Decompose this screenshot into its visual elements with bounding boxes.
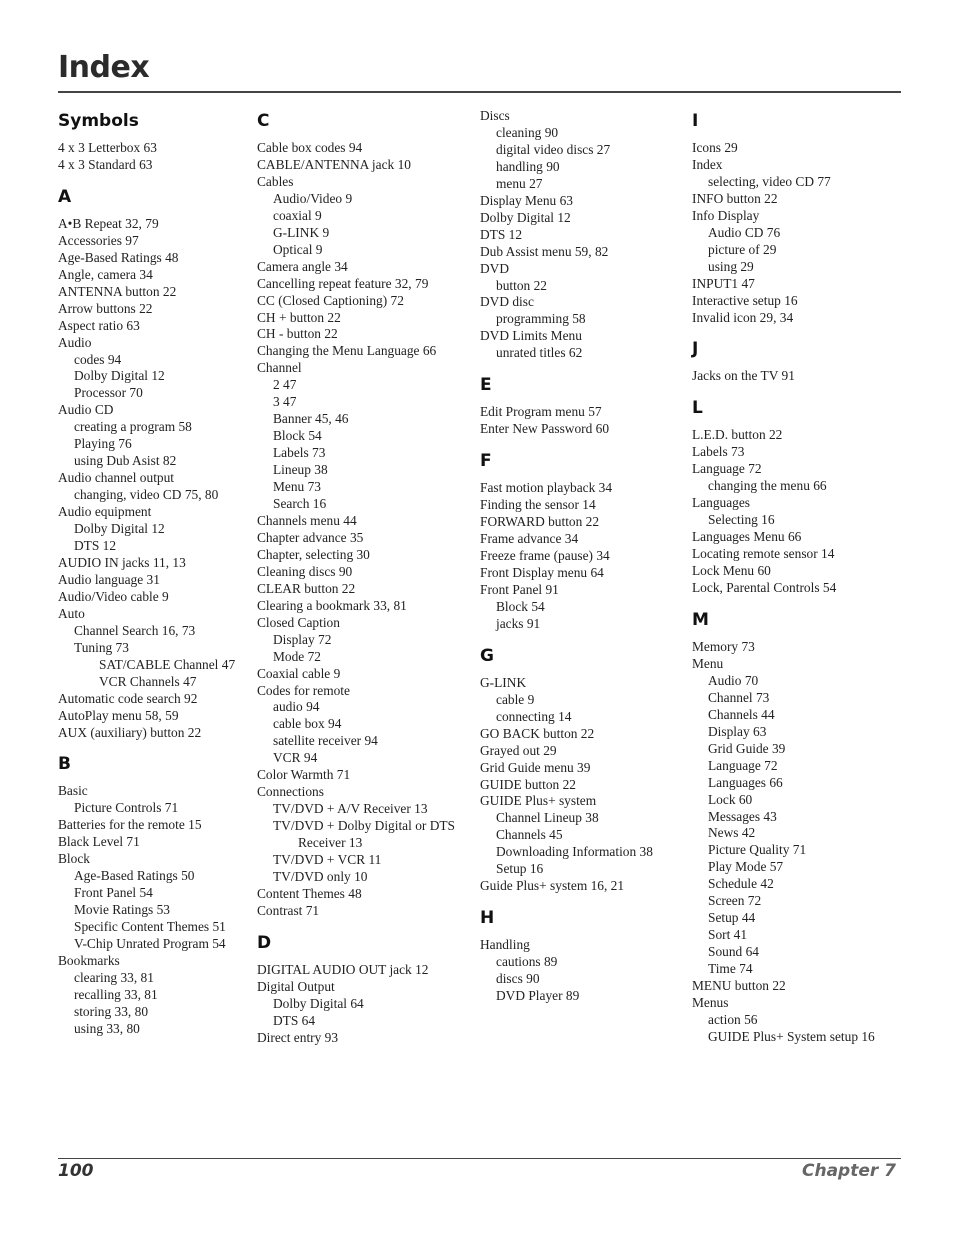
index-subentry: GUIDE Plus+ System setup 16: [708, 1028, 875, 1044]
index-column-4: [692, 108, 875, 1046]
index-entry: Automatic code search 92: [58, 690, 198, 706]
index-entry: CC (Closed Captioning) 72: [257, 292, 404, 308]
index-column-1: [58, 108, 235, 1038]
index-entry: Age-Based Ratings 48: [58, 249, 179, 265]
index-entry: AUX (auxiliary) button 22: [58, 724, 202, 740]
index-entry: DVD Limits Menu: [480, 328, 582, 344]
index-subentry: Lock 60: [708, 791, 753, 807]
index-subentry: Dolby Digital 12: [74, 521, 165, 537]
index-subentry: selecting, video CD 77: [708, 173, 831, 189]
index-subentry: recalling 33, 81: [74, 986, 158, 1002]
index-entry: Audio channel output: [58, 470, 175, 486]
index-subentry: Schedule 42: [708, 876, 774, 892]
index-entry: Clearing a bookmark 33, 81: [257, 597, 407, 613]
section-gap: [58, 174, 235, 184]
page-number: 100: [58, 1161, 94, 1181]
index-entry: 4 x 3 Standard 63: [58, 156, 153, 172]
index-subentry: action 56: [708, 1011, 758, 1027]
header-rule: [58, 91, 901, 93]
index-entry: Languages: [692, 495, 751, 511]
index-section-heading: Symbols: [58, 111, 139, 131]
index-entry: Enter New Password 60: [480, 421, 610, 437]
section-gap: [692, 326, 875, 336]
index-subentry: TV/DVD only 10: [273, 868, 368, 884]
index-entry: Fast motion playback 34: [480, 480, 613, 496]
index-entry: Chapter advance 35: [257, 529, 364, 545]
index-entry: Basic: [58, 783, 88, 799]
index-subentry: audio 94: [273, 699, 320, 715]
index-subentry: Channels 44: [708, 706, 775, 722]
index-section-heading: A: [58, 186, 72, 207]
index-entry: Icons 29: [692, 140, 738, 155]
index-entry: Dub Assist menu 59, 82: [480, 243, 609, 259]
index-subentry: Audio 70: [708, 672, 759, 688]
index-entry: Camera angle 34: [257, 258, 348, 274]
index-entry: Cleaning discs 90: [257, 563, 353, 579]
index-entry: Audio CD: [58, 402, 114, 418]
index-subentry: Audio/Video 9: [273, 190, 353, 206]
index-subentry: cautions 89: [496, 954, 558, 970]
index-entry: Changing the Menu Language 66: [257, 343, 437, 359]
index-subentry: cable 9: [496, 691, 535, 707]
index-entry: Channel: [257, 360, 302, 376]
index-entry: Direct entry 93: [257, 1029, 339, 1045]
index-entry: Index: [692, 156, 723, 172]
index-subentry: News 42: [708, 825, 756, 841]
index-subentry: V-Chip Unrated Program 54: [74, 936, 226, 952]
index-entry: Dolby Digital 12: [480, 209, 571, 225]
index-subentry: Setup 44: [708, 910, 756, 926]
section-gap: [480, 362, 653, 372]
index-entry: Labels 73: [692, 444, 745, 460]
index-entry: Front Panel 91: [480, 581, 559, 597]
index-subentry: Playing 76: [74, 436, 132, 452]
section-gap: [692, 385, 875, 395]
index-column-3: [480, 108, 653, 1005]
index-entry: Angle, camera 34: [58, 266, 153, 282]
index-subentry: changing the menu 66: [708, 478, 827, 494]
index-entry: 4 x 3 Letterbox 63: [58, 140, 157, 155]
index-subentry: Downloading Information 38: [496, 844, 653, 860]
index-entry: Channels menu 44: [257, 512, 357, 528]
index-subentry: SAT/CABLE Channel 47: [99, 656, 236, 672]
index-subentry: Picture Quality 71: [708, 842, 807, 858]
index-entry: Aspect ratio 63: [58, 317, 140, 333]
index-subentry: Channel Search 16, 73: [74, 622, 196, 638]
index-entry: Lock, Parental Controls 54: [692, 580, 837, 596]
index-entry: Guide Plus+ system 16, 21: [480, 878, 625, 894]
index-subentry: connecting 14: [496, 708, 572, 724]
index-entry: Audio equipment: [58, 504, 152, 520]
index-entry: CH + button 22: [257, 309, 341, 325]
index-section-heading: M: [692, 609, 709, 630]
index-subentry: coaxial 9: [273, 207, 322, 223]
index-subentry: Sort 41: [708, 927, 748, 943]
index-subentry: changing, video CD 75, 80: [74, 487, 219, 503]
section-gap: [257, 920, 455, 930]
section-gap: [480, 895, 653, 905]
index-subentry: programming 58: [496, 311, 586, 327]
index-subentry: Mode 72: [273, 648, 321, 664]
index-subentry: Messages 43: [708, 808, 777, 824]
index-entry: Grayed out 29: [480, 742, 557, 758]
index-subentry: Front Panel 54: [74, 885, 153, 901]
section-gap: [480, 633, 653, 643]
index-subentry: Menu 73: [273, 479, 321, 495]
index-entry: G-LINK: [480, 674, 527, 690]
index-subentry: Languages 66: [708, 774, 783, 790]
section-gap: [480, 438, 653, 448]
index-entry: Audio language 31: [58, 571, 160, 587]
index-entry: Jacks on the TV 91: [692, 368, 795, 384]
index-subentry: Audio CD 76: [708, 224, 781, 240]
index-entry: Connections: [257, 784, 324, 800]
index-entry: Digital Output: [257, 978, 335, 994]
index-subentry: using Dub Asist 82: [74, 453, 177, 469]
index-section-heading: E: [480, 375, 492, 396]
index-entry: Audio/Video cable 9: [58, 588, 169, 604]
index-subentry: Grid Guide 39: [708, 740, 786, 756]
index-subentry: jacks 91: [496, 615, 541, 631]
index-subentry: Display 72: [273, 631, 332, 647]
index-entry: Block: [58, 851, 90, 867]
index-subentry: Dolby Digital 64: [273, 995, 364, 1011]
index-entry: Coaxial cable 9: [257, 665, 341, 681]
index-entry: INFO button 22: [692, 190, 778, 206]
index-subentry: Language 72: [708, 757, 778, 773]
index-subentry: VCR Channels 47: [99, 673, 197, 689]
index-entry: Codes for remote: [257, 682, 350, 698]
index-subentry: Setup 16: [496, 861, 544, 877]
index-subentry: Optical 9: [273, 241, 323, 257]
index-subentry: cleaning 90: [496, 124, 559, 140]
index-subentry: Channels 45: [496, 827, 563, 843]
index-subentry: Block 54: [496, 598, 545, 614]
index-entry: Display Menu 63: [480, 192, 573, 208]
index-subentry: Channel 73: [708, 689, 770, 705]
index-entry: Chapter, selecting 30: [257, 546, 370, 562]
index-entry: DVD: [480, 260, 510, 276]
index-entry: Language 72: [692, 461, 762, 477]
index-entry: GUIDE Plus+ system: [480, 793, 597, 809]
index-subentry: Time 74: [708, 961, 753, 977]
index-entry: Menu: [692, 655, 724, 671]
index-entry: ANTENNA button 22: [58, 283, 177, 299]
index-entry: Locating remote sensor 14: [692, 546, 835, 562]
index-subentry: picture of 29: [708, 241, 777, 257]
index-entry: Content Themes 48: [257, 885, 362, 901]
index-entry: AUDIO IN jacks 11, 13: [58, 554, 186, 570]
index-section-heading: I: [692, 111, 699, 131]
index-entry: Languages Menu 66: [692, 529, 802, 545]
index-entry: Finding the sensor 14: [480, 497, 596, 513]
index-subentry: storing 33, 80: [74, 1003, 149, 1019]
index-entry: Contrast 71: [257, 902, 320, 918]
index-entry: A•B Repeat 32, 79: [58, 215, 159, 231]
index-entry: L.E.D. button 22: [692, 427, 783, 443]
index-entry: GO BACK button 22: [480, 725, 595, 741]
index-entry: Frame advance 34: [480, 531, 579, 547]
index-entry: DVD disc: [480, 294, 534, 310]
index-subentry: using 29: [708, 258, 754, 274]
index-entry: CLEAR button 22: [257, 580, 356, 596]
index-subentry: VCR 94: [273, 750, 318, 766]
index-subentry: Screen 72: [708, 893, 762, 909]
index-entry: FORWARD button 22: [480, 514, 600, 530]
index-entry: Menus: [692, 994, 729, 1010]
index-entry: Color Warmth 71: [257, 767, 351, 783]
index-subentry: handling 90: [496, 158, 560, 174]
index-subentry: Movie Ratings 53: [74, 902, 170, 918]
index-section-heading: D: [257, 932, 272, 953]
index-entry: Auto: [58, 605, 85, 621]
index-subentry: Age-Based Ratings 50: [74, 868, 195, 884]
index-subentry: Processor 70: [74, 385, 143, 401]
index-section-heading: J: [692, 339, 699, 360]
index-entry: Batteries for the remote 15: [58, 817, 202, 833]
index-subentry: Channel Lineup 38: [496, 810, 599, 826]
index-subentry: cable box 94: [273, 716, 342, 732]
index-subentry: TV/DVD + VCR 11: [273, 852, 382, 868]
index-subentry: DTS 64: [273, 1012, 316, 1028]
index-entry: Freeze frame (pause) 34: [480, 548, 610, 564]
index-subentry: codes 94: [74, 351, 122, 367]
index-entry: Handling: [480, 937, 530, 953]
index-entry: CABLE/ANTENNA jack 10: [257, 156, 411, 172]
footer-rule: [58, 1158, 901, 1159]
index-entry: Accessories 97: [58, 232, 139, 248]
index-subentry: Specific Content Themes 51: [74, 919, 226, 935]
index-entry: Black Level 71: [58, 834, 140, 850]
index-subentry: menu 27: [496, 175, 543, 191]
index-entry: Cancelling repeat feature 32, 79: [257, 275, 429, 291]
index-subentry: clearing 33, 81: [74, 969, 154, 985]
index-subentry: Search 16: [273, 496, 327, 512]
index-subentry: creating a program 58: [74, 419, 192, 435]
index-entry: MENU button 22: [692, 978, 786, 994]
index-entry: Invalid icon 29, 34: [692, 309, 794, 325]
index-entry: Discs: [480, 108, 510, 123]
index-entry: Edit Program menu 57: [480, 404, 602, 420]
index-subentry: TV/DVD + A/V Receiver 13: [273, 801, 428, 817]
index-subentry: Play Mode 57: [708, 859, 784, 875]
index-entry: Closed Caption: [257, 614, 340, 630]
index-entry: AutoPlay menu 58, 59: [58, 707, 179, 723]
index-entry: INPUT1 47: [692, 275, 755, 291]
index-entry: DIGITAL AUDIO OUT jack 12: [257, 961, 429, 977]
section-gap: [692, 597, 875, 607]
index-section-heading: H: [480, 908, 495, 929]
index-entry: Grid Guide menu 39: [480, 759, 591, 775]
index-entry: Info Display: [692, 207, 760, 223]
index-subentry: digital video discs 27: [496, 141, 611, 157]
index-entry: DTS 12: [480, 226, 523, 242]
section-gap: [58, 741, 235, 751]
index-section-heading: F: [480, 451, 492, 472]
index-section-heading: C: [257, 111, 270, 131]
page-title: Index: [58, 50, 150, 85]
index-entry: Interactive setup 16: [692, 292, 798, 308]
index-entry: CH - button 22: [257, 326, 338, 342]
index-entry: GUIDE button 22: [480, 776, 576, 792]
index-entry: Memory 73: [692, 638, 755, 654]
index-entry: Cables: [257, 173, 294, 189]
index-section-heading: L: [692, 398, 703, 419]
index-subentry: 3 47: [273, 394, 297, 410]
index-entry: Audio: [58, 334, 92, 350]
index-section-heading: G: [480, 645, 494, 666]
index-subentry: Tuning 73: [74, 639, 129, 655]
index-subentry: satellite receiver 94: [273, 733, 378, 749]
index-subentry: G-LINK 9: [273, 224, 330, 240]
index-subentry: button 22: [496, 277, 547, 293]
index-subentry: Banner 45, 46: [273, 411, 349, 427]
index-subentry: Receiver 13: [298, 835, 363, 851]
index-subentry: Lineup 38: [273, 462, 328, 478]
index-subentry: discs 90: [496, 971, 540, 987]
index-subentry: 2 47: [273, 377, 297, 393]
index-entry: Arrow buttons 22: [58, 300, 153, 316]
index-entry: Front Display menu 64: [480, 564, 604, 580]
index-subentry: Labels 73: [273, 445, 326, 461]
index-entry: Bookmarks: [58, 952, 120, 968]
index-subentry: DVD Player 89: [496, 988, 580, 1004]
index-subentry: TV/DVD + Dolby Digital or DTS: [273, 818, 455, 834]
index-entry: Cable box codes 94: [257, 140, 363, 155]
index-column-2: [257, 108, 455, 1047]
index-subentry: Sound 64: [708, 944, 759, 960]
index-subentry: unrated titles 62: [496, 345, 583, 361]
index-entry: Lock Menu 60: [692, 563, 771, 579]
index-subentry: Selecting 16: [708, 512, 775, 528]
index-subentry: DTS 12: [74, 538, 117, 554]
chapter-label: Chapter 7: [801, 1161, 896, 1181]
index-subentry: Picture Controls 71: [74, 800, 179, 816]
index-subentry: Block 54: [273, 428, 322, 444]
index-subentry: Display 63: [708, 723, 767, 739]
index-section-heading: B: [58, 754, 71, 775]
index-subentry: Dolby Digital 12: [74, 368, 165, 384]
index-subentry: using 33, 80: [74, 1020, 140, 1036]
